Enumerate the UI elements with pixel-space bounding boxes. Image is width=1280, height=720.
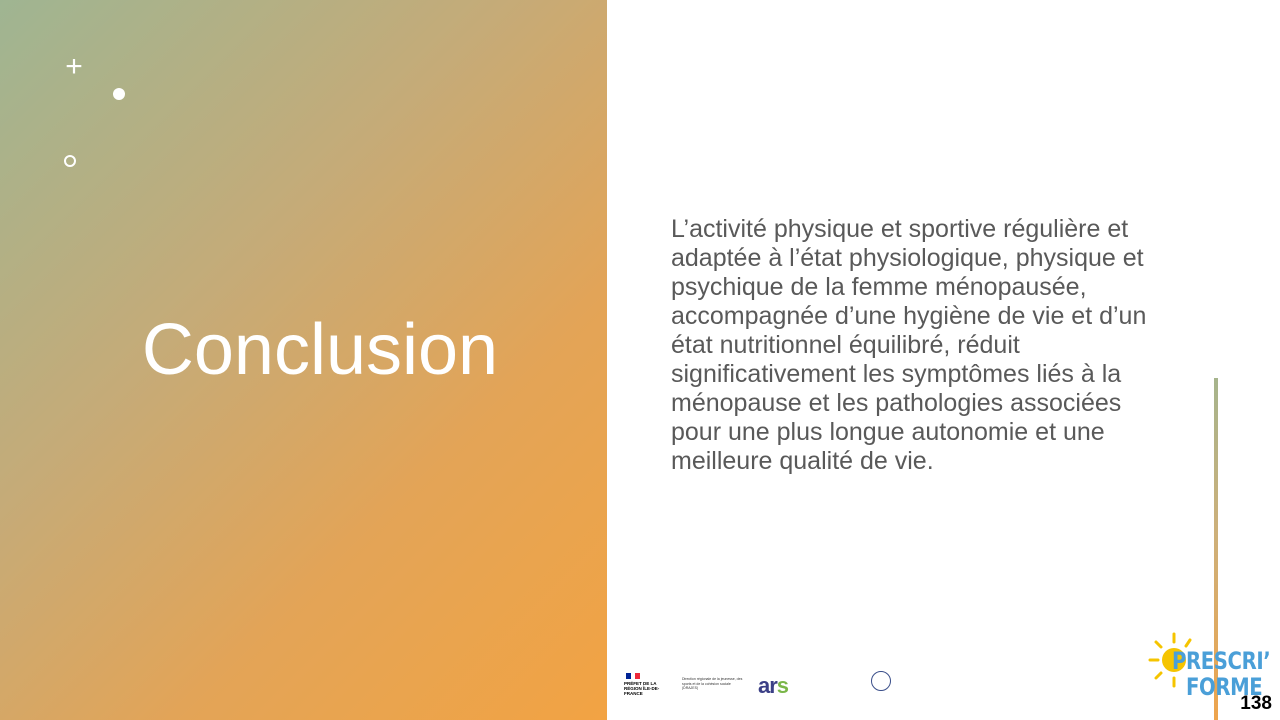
title-panel xyxy=(0,0,607,720)
prescriforme-line1: PRESCRI’ xyxy=(1172,647,1271,675)
ring-icon xyxy=(64,155,76,167)
prescriforme-line2: FORME xyxy=(1186,673,1263,701)
conclusion-text: L’activité physique et sportive régulière et adaptée à l’état physiologique, physique et psychique de la femme ménopausée, accompagnée d’une hygiène de vie et d’un état nutritionnel équilibré, réduit significativement les symptômes liés à la ménopause et les pathologies associées pour une plus longue autonomie et une meilleure qualité de vie. xyxy=(671,215,1147,475)
prefet-logo-text: PRÉFET DE LA RÉGION ÎLE-DE-FRANCE xyxy=(624,681,660,696)
prefet-logo xyxy=(624,673,668,707)
plus-icon: + xyxy=(65,50,83,83)
prescriforme-logo xyxy=(1148,628,1270,702)
seal-logo xyxy=(868,671,894,707)
french-flag-icon xyxy=(626,673,640,679)
drajes-logo: Direction régionale de la jeunesse, des sports et de la cohésion sociale (DRAJES) xyxy=(682,677,743,690)
seal-icon xyxy=(871,671,891,691)
ars-logo-text: ars xyxy=(758,673,789,698)
ars-logo xyxy=(756,673,806,705)
page-number: 138 xyxy=(1240,693,1272,714)
partner-logos xyxy=(612,667,902,711)
dot-icon xyxy=(113,88,125,100)
slide-title: Conclusion xyxy=(141,310,499,390)
